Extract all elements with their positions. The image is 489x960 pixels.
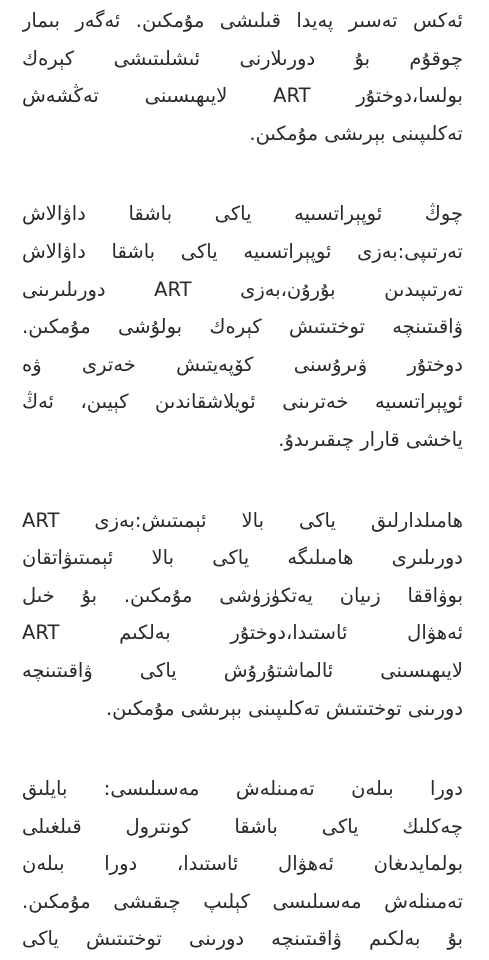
- text-line: چەكلىك ياكى باشقا كونترول قىلغىلى: [22, 814, 463, 838]
- text-line: چوڭ ئوپېراتسىيە ياكى باشقا داۋالاش: [22, 202, 463, 226]
- text-line: ئەكس تەسىر پەيدا قىلىشى مۇمكىن. ئەگەر بىمار: [22, 9, 463, 32]
- text-line: ۋاقىتىنچە توختىتىش كېرەك بولۇشى مۇمكىن.: [22, 315, 463, 339]
- text-line: تەكلىپىنى بېرىشى مۇمكىن.: [249, 121, 463, 145]
- paragraph-pregnancy: [22, 502, 463, 728]
- paragraph-side-effects: [22, 2, 463, 152]
- text-line: تەمىنلەش مەسىلىسى كېلىپ چىقىشى مۇمكىن.: [22, 889, 463, 913]
- text-line: بوۋاققا زىيان يەتكۈزۈشى مۇمكىن. بۇ خىل: [22, 583, 463, 607]
- paragraph-surgery: [22, 195, 463, 458]
- text-line: دورىلىرى ھامىلىگە ياكى بالا ئېمىتىۋاتقان: [22, 546, 463, 570]
- text-line: دورا بىلەن تەمىنلەش مەسىلىسى: بايلىق: [22, 777, 463, 801]
- text-line: تەرتىپىدىن بۇرۇن،بەزى ART دورىلىرىنى: [22, 277, 463, 301]
- text-line: ياخشى قارار چىقىرىدۇ.: [278, 427, 463, 451]
- text-line: بولسا،دوختۇر ART لايىھىسىنى تەڭشەش: [22, 84, 463, 108]
- text-line: ئەھۋال ئاستىدا،دوختۇر بەلكىم ART: [22, 621, 463, 645]
- text-line: چوقۇم بۇ دورىلارنى ئىشلىتىشى كېرەك: [22, 46, 463, 70]
- text-line: تەرتىپى:بەزى ئوپېراتسىيە ياكى باشقا داۋالاش: [22, 239, 463, 263]
- text-line: بۇ بەلكىم ۋاقىتىنچە دورىنى توختىتىش ياكى: [22, 927, 463, 951]
- text-line: لايىھىسىنى ئالماشتۇرۇش ياكى ۋاقىتىنچە: [22, 658, 463, 682]
- text-line: ئوپېراتسىيە خەترىنى ئويلاشقاندىن كېيىن، ئەڭ: [22, 390, 463, 414]
- text-line: بولمايدىغان ئەھۋال ئاستىدا، دورا بىلەن: [22, 852, 463, 876]
- text-line: دورىنى توختىتىش تەكلىپىنى بېرىشى مۇمكىن.: [105, 696, 463, 720]
- text-line: ھامىلدارلىق ياكى بالا ئېمىتىش:بەزى ART: [22, 508, 463, 532]
- paragraph-supply: [22, 770, 463, 958]
- text-line: دوختۇر ۋىرۇسنى كۆپەيتىش خەترى ۋە: [22, 352, 463, 376]
